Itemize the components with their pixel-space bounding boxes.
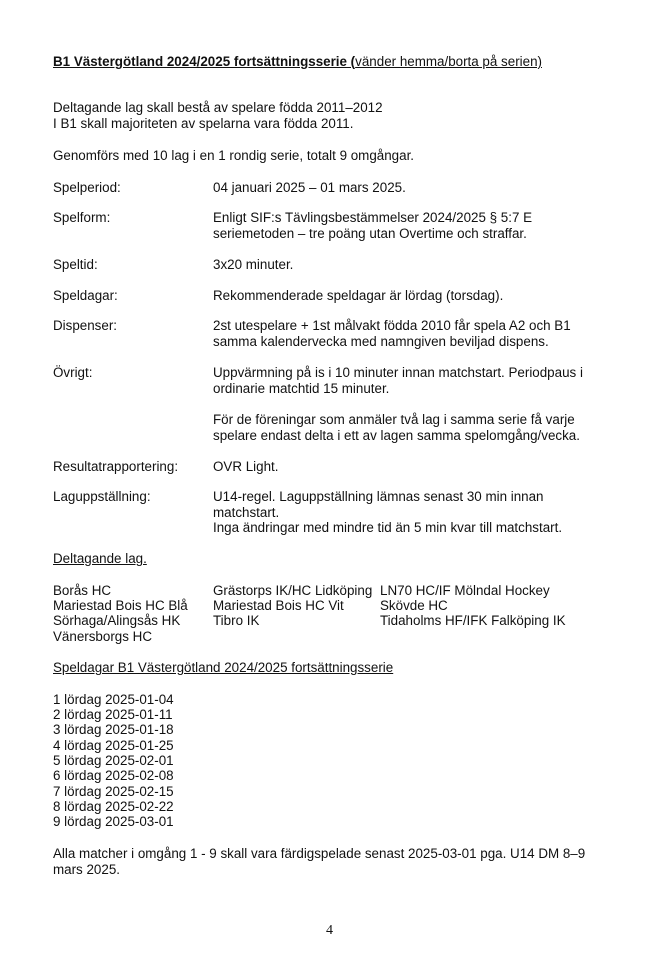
dispenser-value-2: samma kalendervecka med namngiven beviljad dispens. (213, 334, 549, 349)
team-item: Skövde HC (380, 598, 448, 613)
team-item: Tidaholms HF/IFK Falköping IK (380, 613, 566, 628)
schedule-heading: Speldagar B1 Västergötland 2024/2025 fortsättningsserie (53, 660, 394, 675)
schedule-round: 8 lördag 2025-02-22 (53, 799, 174, 814)
spelperiod-label: Spelperiod: (53, 180, 121, 195)
schedule-round: 2 lördag 2025-01-11 (53, 707, 173, 722)
ovrigt-value-4: spelare endast delta i ett av lagen samma spelomgång/vecka. (213, 428, 580, 443)
laguppstallning-label: Laguppställning: (53, 489, 151, 504)
intro-line-3: Genomförs med 10 lag i en 1 rondig serie, totalt 9 omgångar. (53, 148, 415, 163)
schedule-round: 7 lördag 2025-02-15 (53, 784, 174, 799)
ovrigt-label: Övrigt: (53, 365, 93, 380)
speltid-value: 3x20 minuter. (213, 257, 294, 272)
intro-line-1: Deltagande lag skall bestå av spelare födda 2011–2012 (53, 100, 383, 115)
title-bold: B1 Västergötland 2024/2025 fortsättningsserie ( (53, 54, 356, 69)
document-title (53, 54, 542, 70)
footer-note-line-1: Alla matcher i omgång 1 - 9 skall vara färdigspelade senast 2025-03-01 pga. U14 DM 8–9 (53, 846, 586, 861)
team-item: Borås HC (53, 583, 112, 598)
ovrigt-value-3: För de föreningar som anmäler två lag i samma serie få varje (213, 412, 575, 427)
ovrigt-value-1: Uppvärmning på is i 10 minuter innan matchstart. Periodpaus i (213, 365, 583, 380)
team-item: LN70 HC/IF Mölndal Hockey (380, 583, 550, 598)
team-item: Tibro IK (213, 613, 260, 628)
team-item: Vänersborgs HC (53, 629, 152, 644)
speltid-label: Speltid: (53, 257, 98, 272)
schedule-round: 3 lördag 2025-01-18 (53, 722, 174, 737)
speldagar-label: Speldagar: (53, 288, 118, 303)
resultat-label: Resultatrapportering: (53, 459, 179, 474)
footer-note-line-2: mars 2025. (53, 862, 120, 877)
teams-heading: Deltagande lag. (53, 551, 147, 566)
schedule-round: 9 lördag 2025-03-01 (53, 814, 174, 829)
page-number: 4 (326, 923, 333, 938)
schedule-round: 1 lördag 2025-01-04 (53, 692, 174, 707)
dispenser-label: Dispenser: (53, 318, 118, 333)
team-item: Mariestad Bois HC Vit (213, 598, 344, 613)
team-item: Grästorps IK/HC Lidköping (213, 583, 373, 598)
spelform-label: Spelform: (53, 210, 111, 225)
laguppstallning-value-2: matchstart. (213, 505, 280, 520)
laguppstallning-value-1: U14-regel. Laguppställning lämnas senast 30 min innan (213, 489, 544, 504)
dispenser-value-1: 2st utespelare + 1st målvakt födda 2010 får spela A2 och B1 (213, 318, 571, 333)
title-normal: vänder hemma/borta på serien) (355, 54, 542, 69)
spelform-value-1: Enligt SIF:s Tävlingsbestämmelser 2024/2025 § 5:7 E (213, 210, 533, 225)
team-item: Sörhaga/Alingsås HK (53, 613, 181, 628)
schedule-round: 6 lördag 2025-02-08 (53, 768, 174, 783)
schedule-round: 5 lördag 2025-02-01 (53, 753, 174, 768)
spelperiod-value: 04 januari 2025 – 01 mars 2025. (213, 180, 406, 195)
ovrigt-value-2: ordinarie matchtid 15 minuter. (213, 381, 390, 396)
team-item: Mariestad Bois HC Blå (53, 598, 188, 613)
resultat-value: OVR Light. (213, 459, 279, 474)
schedule-round: 4 lördag 2025-01-25 (53, 738, 174, 753)
laguppstallning-value-3: Inga ändringar med mindre tid än 5 min kvar till matchstart. (213, 520, 563, 535)
spelform-value-2: seriemetoden – tre poäng utan Overtime och straffar. (213, 226, 527, 241)
intro-line-2: I B1 skall majoriteten av spelarna vara födda 2011. (53, 116, 354, 131)
speldagar-value: Rekommenderade speldagar är lördag (torsdag). (213, 288, 504, 303)
